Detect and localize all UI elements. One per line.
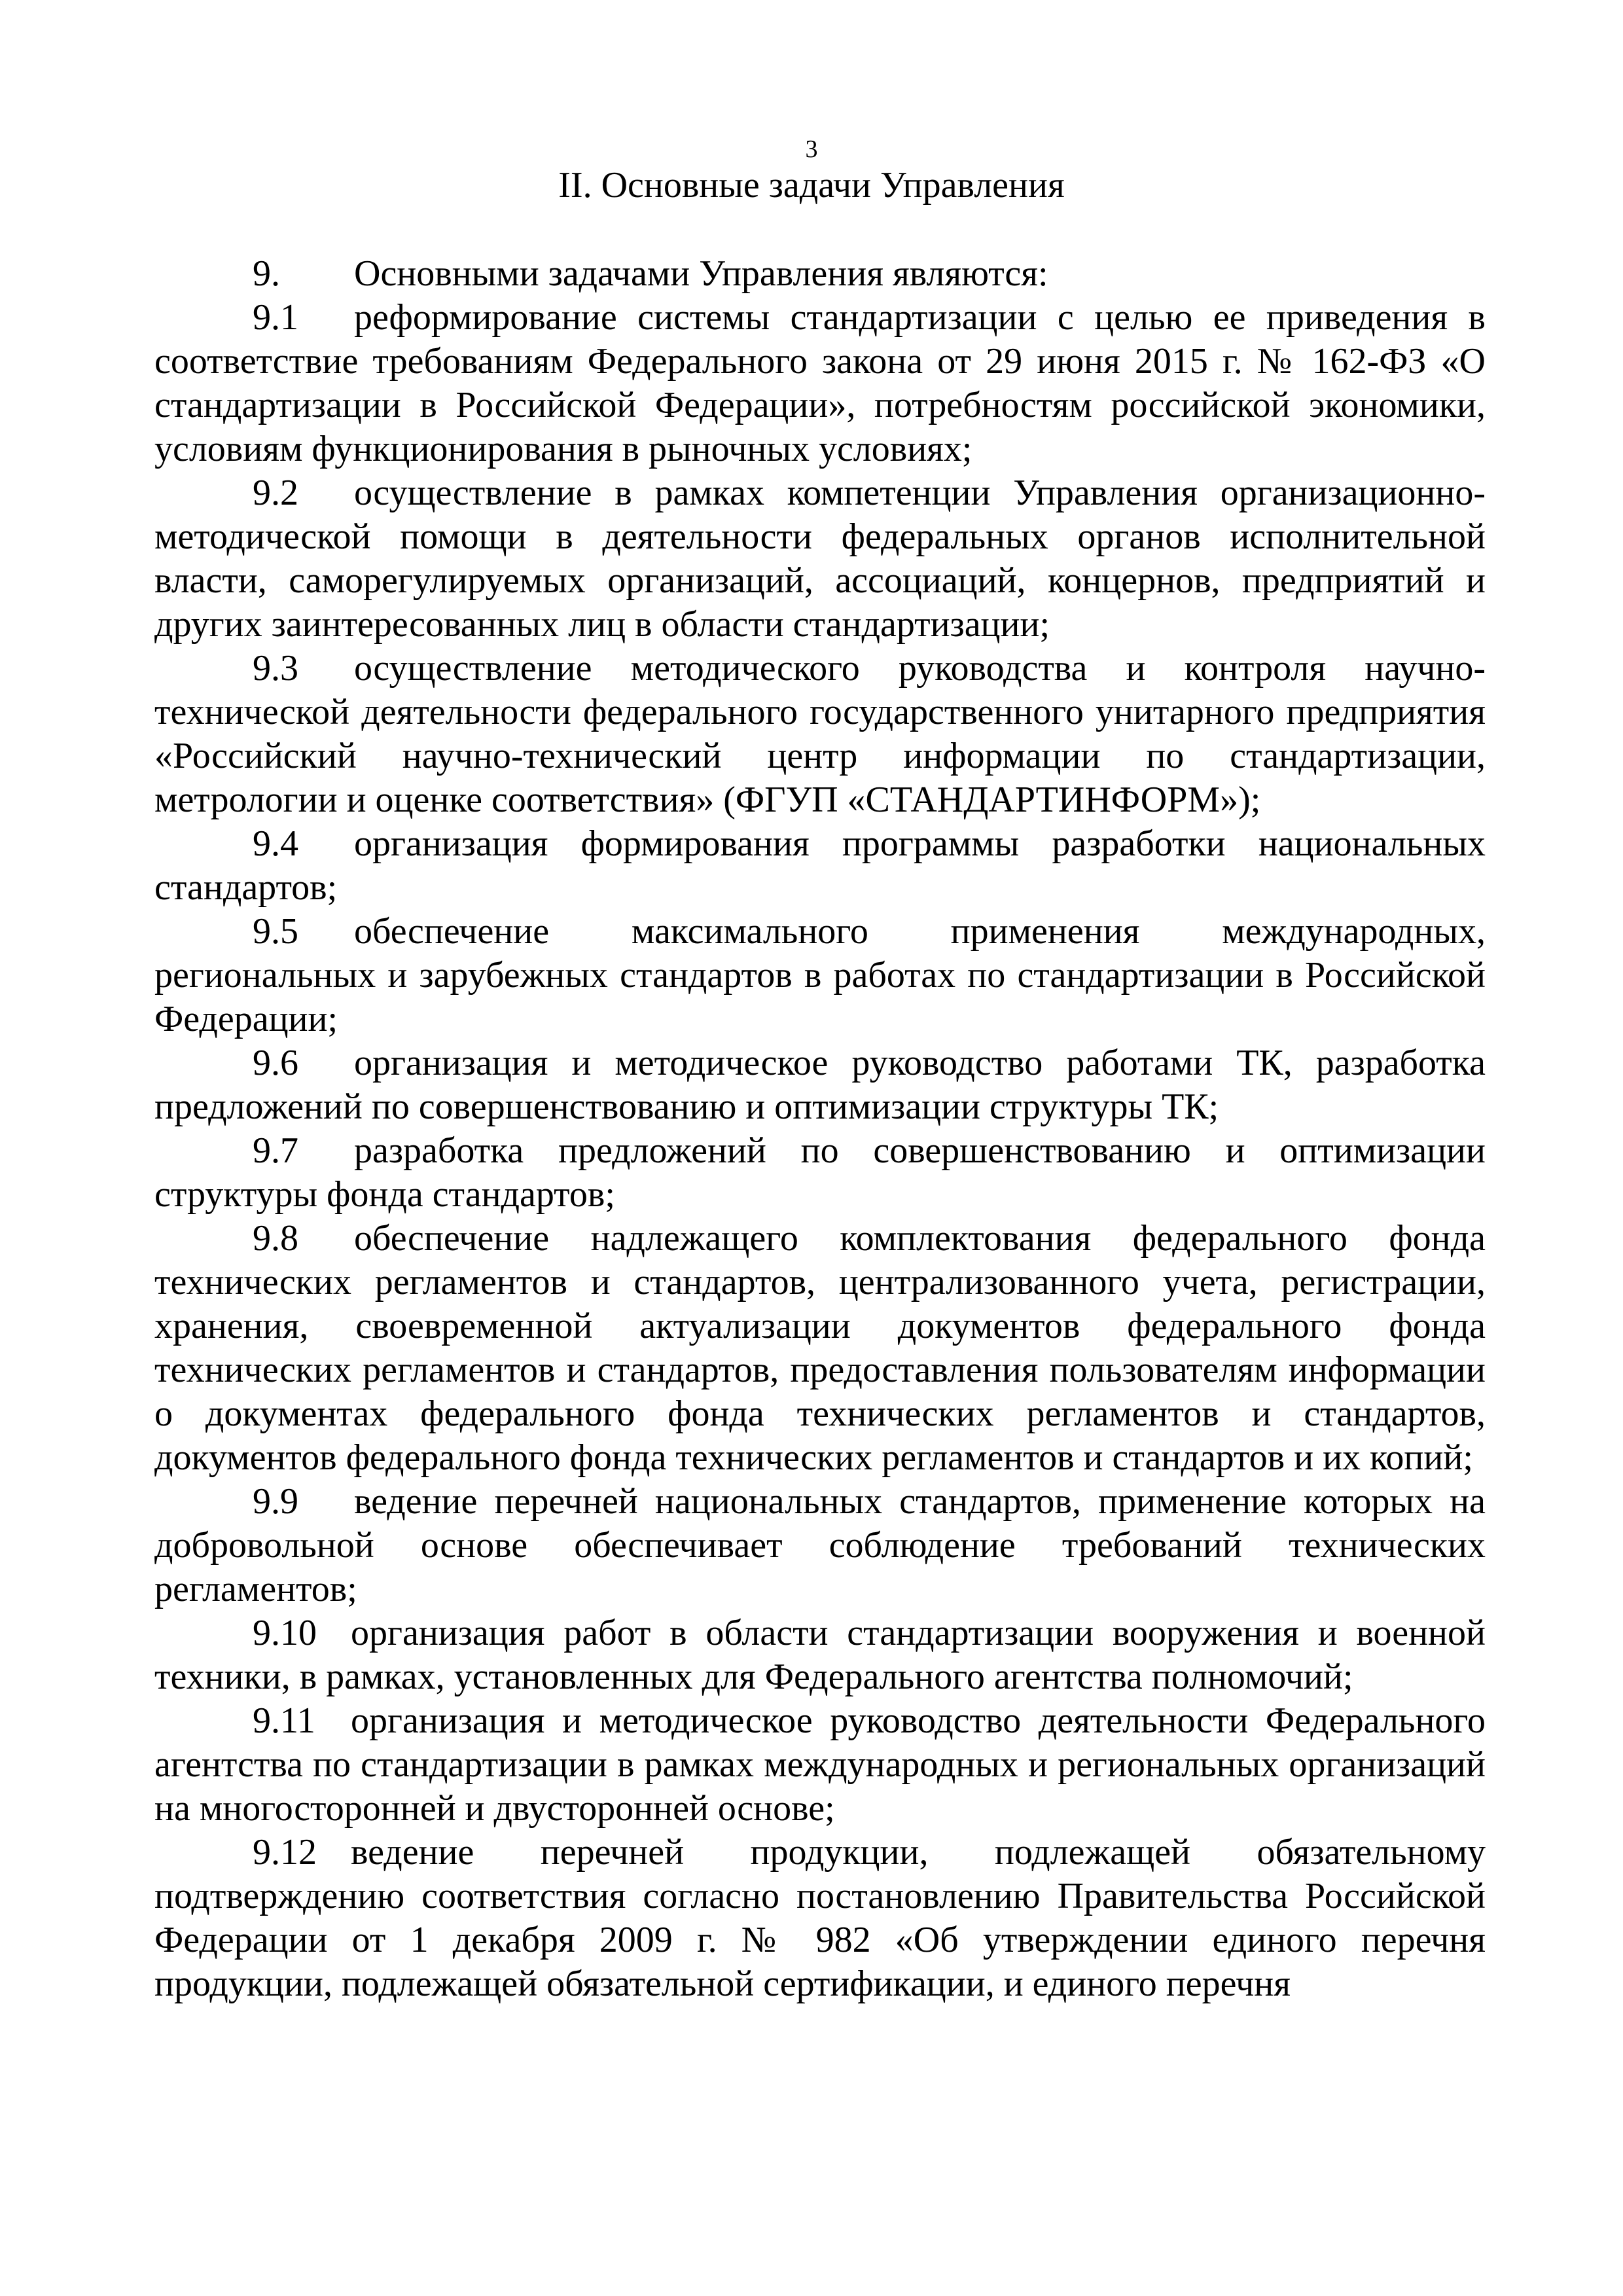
paragraph-text: организация и методическое руководство деятельности Федерального агентства по стандартизации в рамках международных и региональных организаций на многосторонней и двусторонней основе; xyxy=(154,1700,1486,1829)
paragraph-text: осуществление в рамках компетенции Управления организационно-методической помощи в деятельности федеральных органов исполнительной власти, саморегулируемых организаций, ассоциаций, концернов, предприятий и других заинтересованных лиц в области стандартизации; xyxy=(154,473,1486,645)
page-number: 3 xyxy=(805,135,818,163)
paragraph-number: 9.12 xyxy=(253,1832,317,1873)
paragraph-number: 9.5 xyxy=(253,911,298,952)
paragraph-9-2 xyxy=(154,471,1486,647)
paragraph-text: обеспечение надлежащего комплектования федерального фонда технических регламентов и стандартов, централизованного учета, регистрации, хранения, своевременной актуализации документов федерального фонда технических регламентов и стандартов, предоставления пользователям информации о документах федерального фонда технических регламентов и стандартов, документов федерального фонда технических регламентов и стандартов и их копий; xyxy=(154,1218,1486,1478)
paragraph-text: организация формирования программы разработки национальных стандартов; xyxy=(154,823,1486,908)
paragraph-text: обеспечение максимального применения международных, региональных и зарубежных стандартов в работах по стандартизации в Российской Федерации; xyxy=(154,911,1486,1039)
paragraph-number: 9.11 xyxy=(253,1700,315,1741)
paragraph-9 xyxy=(154,252,1486,296)
paragraph-number: 9.9 xyxy=(253,1481,298,1522)
paragraph-text: ведение перечней продукции, подлежащей обязательному подтверждению соответствия согласно постановлению Правительства Российской Федерации от 1 декабря 2009 г. № 982 «Об утверждении единого перечня продукции, подлежащей обязательной сертификации, и единого перечня xyxy=(154,1832,1486,2004)
paragraph-text: осуществление методического руководства и контроля научно-технической деятельности федерального государственного унитарного предприятия «Российский научно-технический центр информации по стандартизации, метрологии и оценке соответствия» (ФГУП «СТАНДАРТИНФОРМ»); xyxy=(154,648,1486,820)
paragraph-number: 9.8 xyxy=(253,1218,298,1259)
paragraph-9-5 xyxy=(154,910,1486,1041)
paragraph-9-9 xyxy=(154,1480,1486,1611)
paragraph-number: 9.7 xyxy=(253,1130,298,1171)
paragraph-9-4 xyxy=(154,822,1486,910)
paragraph-text: организация и методическое руководство работами ТК, разработка предложений по совершенствованию и оптимизации структуры ТК; xyxy=(154,1043,1486,1127)
document-body xyxy=(154,252,1486,2006)
paragraph-number: 9.1 xyxy=(253,297,298,338)
paragraph-text: разработка предложений по совершенствованию и оптимизации структуры фонда стандартов; xyxy=(154,1130,1486,1215)
paragraph-number: 9.2 xyxy=(253,473,298,513)
paragraph-9-10 xyxy=(154,1611,1486,1699)
paragraph-number: 9.4 xyxy=(253,823,298,864)
paragraph-text: организация работ в области стандартизации вооружения и военной техники, в рамках, установленных для Федерального агентства полномочий; xyxy=(154,1613,1486,1697)
paragraph-9-11 xyxy=(154,1699,1486,1831)
paragraph-number: 9.6 xyxy=(253,1043,298,1083)
paragraph-number: 9.10 xyxy=(253,1613,317,1653)
paragraph-text: Основными задачами Управления являются: xyxy=(354,253,1048,294)
paragraph-9-12 xyxy=(154,1831,1486,2006)
paragraph-9-1 xyxy=(154,296,1486,471)
section-title: II. Основные задачи Управления xyxy=(558,165,1065,206)
paragraph-number: 9.3 xyxy=(253,648,298,689)
paragraph-9-8 xyxy=(154,1217,1486,1480)
paragraph-9-7 xyxy=(154,1129,1486,1217)
paragraph-9-6 xyxy=(154,1041,1486,1129)
paragraph-text: ведение перечней национальных стандартов, применение которых на добровольной основе обеспечивает соблюдение требований технических регламентов; xyxy=(154,1481,1486,1609)
paragraph-text: реформирование системы стандартизации с целью ее приведения в соответствие требованиям Федерального закона от 29 июня 2015 г. № 162-ФЗ «О стандартизации в Российской Федерации», потребностям российской экономики, условиям функционирования в рыночных условиях; xyxy=(154,297,1486,469)
paragraph-number: 9. xyxy=(253,253,280,294)
paragraph-9-3 xyxy=(154,647,1486,822)
